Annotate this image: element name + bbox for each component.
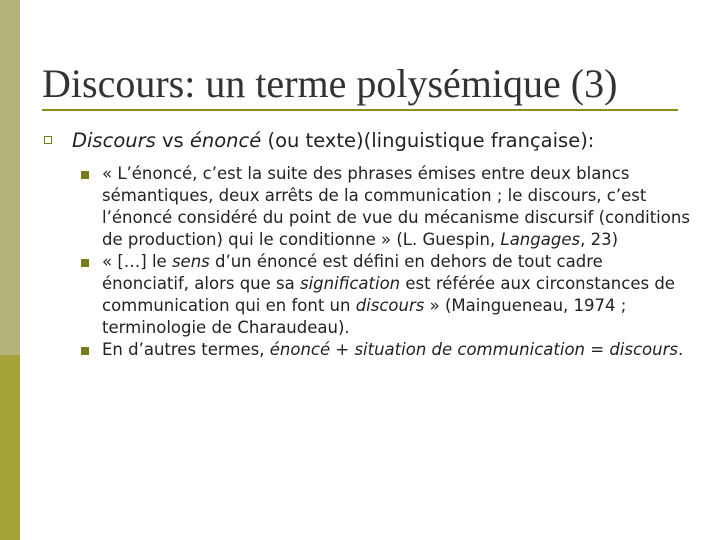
term-discours: Discours bbox=[72, 129, 156, 152]
sub-bullet-item-3 bbox=[102, 339, 690, 361]
sidebar-decoration-lower bbox=[0, 355, 20, 540]
sub-bullet-item-2 bbox=[102, 251, 690, 339]
slide-content bbox=[40, 128, 690, 361]
source-langages: Langages bbox=[500, 230, 581, 249]
hollow-square-bullet-icon bbox=[44, 136, 52, 144]
term-enonce: énoncé bbox=[189, 129, 262, 152]
filled-square-bullet-icon bbox=[81, 347, 89, 355]
quote-guespin: « L’énoncé, c’est la suite des phrases émises entre deux blancs sémantiques, deux arrêts de la communication ; le discours, c’est l’énoncé considéré du point de vue du mécanisme discursif (conditions de production) qui le conditionne » (L. Guespin, bbox=[102, 164, 690, 249]
text-segment: = bbox=[585, 340, 610, 359]
citation-tail: , 23) bbox=[580, 230, 619, 249]
text-segment: est référée aux circonstances de communication qui en font un bbox=[102, 274, 675, 315]
sub-bullet-item-1 bbox=[102, 163, 690, 251]
term-discours: discours bbox=[609, 340, 678, 359]
text-segment: » (Maingueneau, 1974 ; terminologie de Charaudeau). bbox=[102, 296, 627, 337]
text-segment: d’un énoncé est défini en dehors de tout cadre énonciatif, alors que sa bbox=[102, 252, 603, 293]
term-discours: discours bbox=[355, 296, 425, 315]
text-segment: « […] le bbox=[102, 252, 172, 271]
filled-square-bullet-icon bbox=[81, 259, 89, 267]
text-segment: En d’autres termes, bbox=[102, 340, 270, 359]
sub-bullet-list bbox=[40, 163, 690, 361]
title-underline bbox=[42, 109, 678, 111]
sidebar-decoration-upper bbox=[0, 0, 20, 355]
term-enonce: énoncé bbox=[269, 340, 331, 359]
text-segment: + bbox=[330, 340, 355, 359]
slide-title: Discours: un terme polysémique (3) bbox=[42, 61, 618, 106]
text-vs: vs bbox=[155, 129, 190, 152]
filled-square-bullet-icon bbox=[81, 171, 89, 179]
term-situation-de-communication: situation de communication bbox=[354, 340, 585, 359]
term-signification: signification bbox=[299, 274, 401, 293]
term-sens: sens bbox=[171, 252, 210, 271]
main-bullet-point bbox=[40, 128, 690, 153]
text-parenthetical: (ou texte)(linguistique française): bbox=[261, 129, 595, 152]
text-segment: . bbox=[678, 340, 684, 359]
